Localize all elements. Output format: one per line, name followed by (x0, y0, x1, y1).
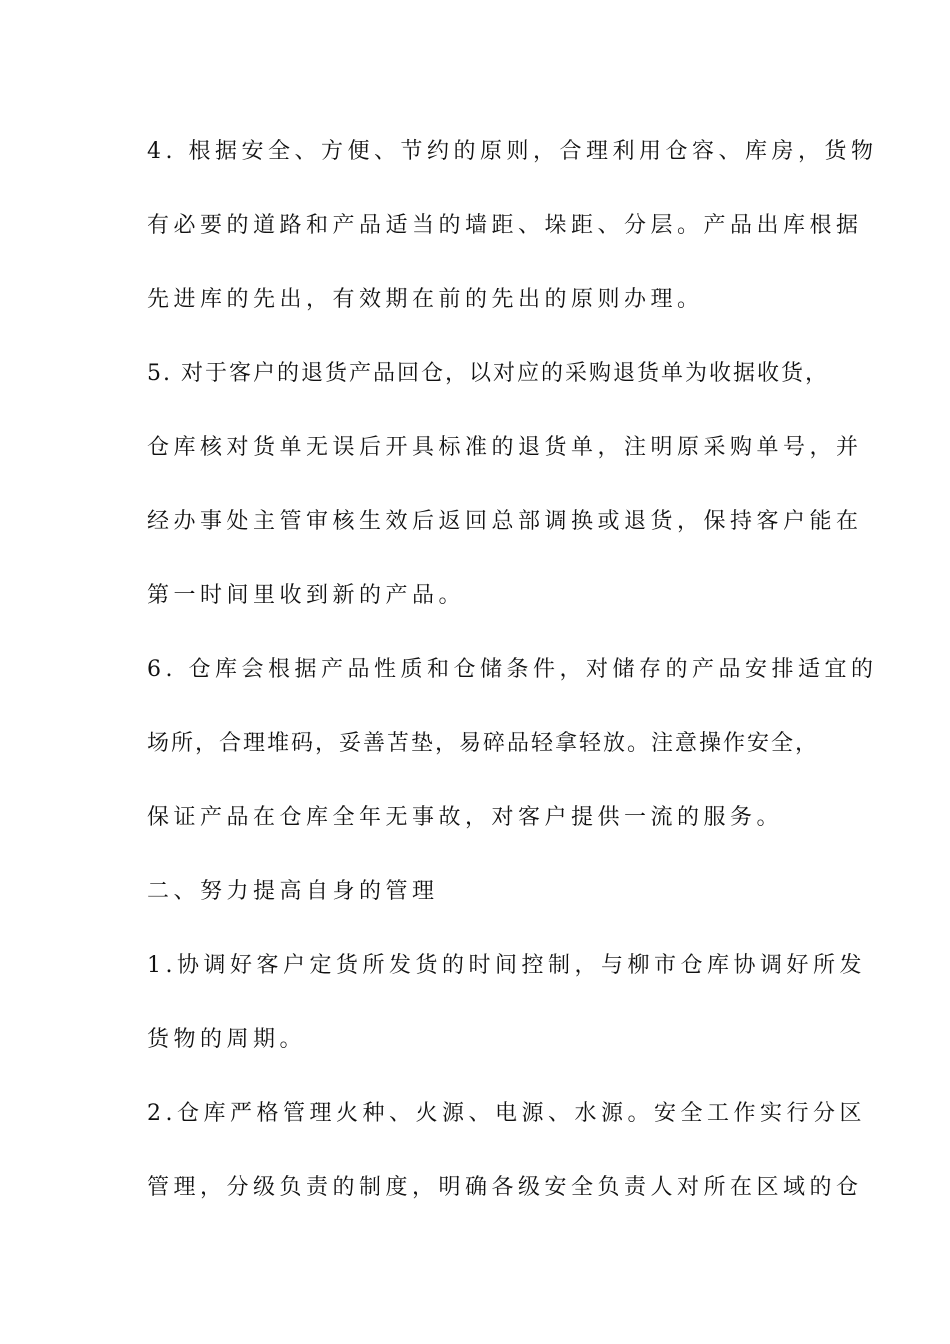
text-line: 第一时间里收到新的产品。 (147, 583, 466, 608)
text-line: 1.协调好客户定货所发货的时间控制，与柳市仓库协调好所发 (147, 953, 866, 978)
text-line: 经办事处主管审核生效后返回总部调换或退货，保持客户能在 (147, 509, 863, 534)
text-line: 货物的周期。 (147, 1027, 307, 1052)
text-line: 5. 对于客户的退货产品回仓，以对应的采购退货单为收据收货， (147, 361, 829, 386)
text-line: 6. 仓库会根据产品性质和仓储条件，对储存的产品安排适宜的 (147, 657, 878, 682)
text-line: 保证产品在仓库全年无事故，对客户提供一流的服务。 (147, 805, 784, 830)
text-line: 2.仓库严格管理火种、火源、电源、水源。安全工作实行分区 (147, 1101, 866, 1126)
text-line: 4. 根据安全、方便、节约的原则，合理利用仓容、库房，货物 (147, 139, 878, 164)
text-line: 有必要的道路和产品适当的墙距、垛距、分层。产品出库根据 (147, 213, 863, 238)
text-line: 场所，合理堆码，妥善苫垫，易碎品轻拿轻放。注意操作安全， (147, 731, 820, 756)
text-line: 仓库核对货单无误后开具标准的退货单，注明原采购单号，并 (147, 435, 863, 460)
text-line: 管理，分级负责的制度，明确各级安全负责人对所在区域的仓 (147, 1175, 863, 1200)
text-line: 先进库的先出，有效期在前的先出的原则办理。 (147, 287, 704, 312)
section-heading: 二、努力提高自身的管理 (147, 879, 439, 904)
